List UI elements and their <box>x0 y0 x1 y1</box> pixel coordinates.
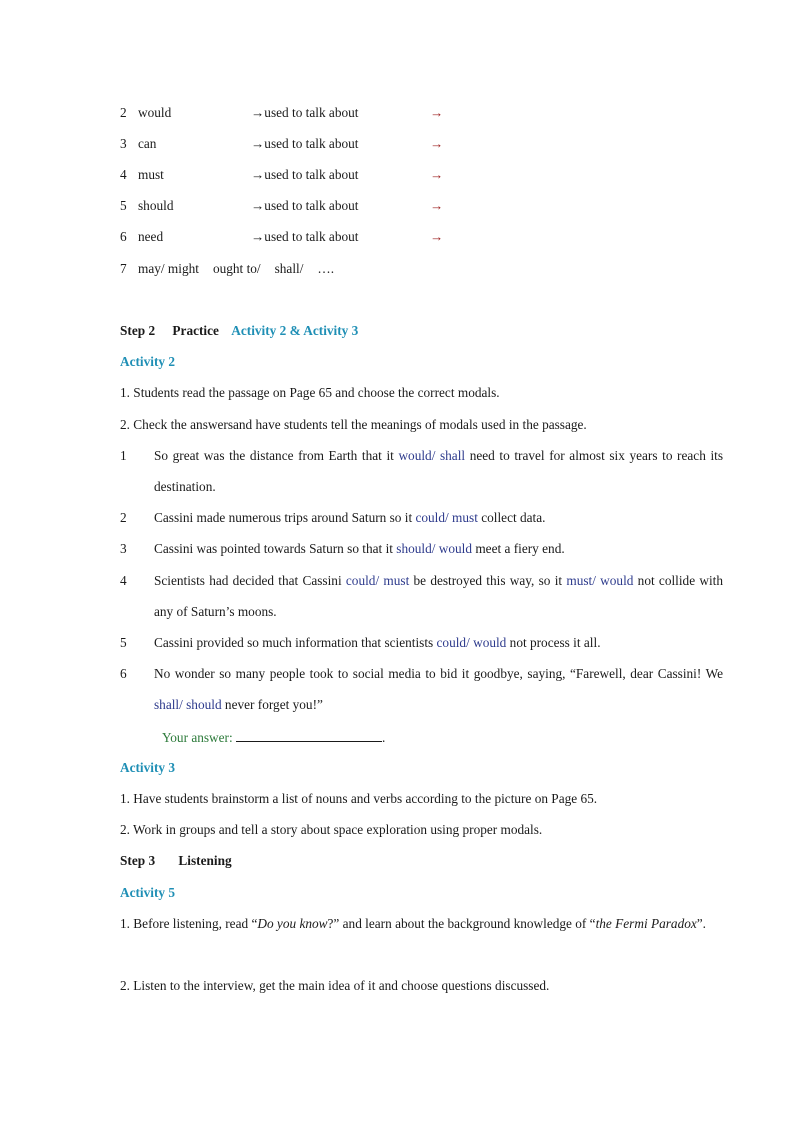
arrow-icon: → <box>430 229 444 244</box>
answer-label: Your answer: <box>162 730 236 745</box>
item-text: Scientists had decided that Cassini could/ must be destroyed this way, so it must/ would not collide with any of Saturn’s moons. <box>154 573 724 619</box>
modal-word: need <box>138 229 164 244</box>
answer-line: Your answer: . <box>162 730 386 745</box>
activity3-heading: Activity 3 <box>120 760 176 775</box>
modal-usage: →used to talk about <box>251 105 359 120</box>
arrow-icon: → <box>430 167 444 182</box>
modal-number: 4 <box>120 167 127 182</box>
exercise-item <box>120 658 723 720</box>
modal-number: 5 <box>120 198 127 213</box>
item-number: 6 <box>120 666 127 681</box>
activity5-instruction-1: 1. Before listening, read “Do you know?” and learn about the background knowledge of “the Fermi Paradox”. <box>120 916 707 931</box>
item-text: Cassini provided so much information that scientists could/ would not process it all. <box>154 635 601 650</box>
modal-number: 2 <box>120 105 127 120</box>
modal-choice: would/ shall <box>398 448 466 463</box>
modal-choice: could/ would <box>436 635 507 650</box>
modal-choice: shall/ should <box>154 697 222 712</box>
modal-word: can <box>138 136 157 151</box>
modal-number: 3 <box>120 136 127 151</box>
exercise-item <box>120 565 723 627</box>
modal-number: 7 <box>120 261 127 276</box>
exercise-item <box>120 533 723 564</box>
item-number: 5 <box>120 635 127 650</box>
modal-choice: must/ would <box>566 573 634 588</box>
item-text: No wonder so many people took to social media to bid it goodbye, saying, “Farewell, dear Cassini! We shall/ should never forget you!” <box>154 666 723 712</box>
item-text: Cassini made numerous trips around Saturn so it could/ must collect data. <box>154 510 546 525</box>
activity2-instruction-2: 2. Check the answersand have students tell the meanings of modals used in the passage. <box>120 417 587 432</box>
exercise-item <box>120 440 723 502</box>
modal-choice: could/ must <box>415 510 478 525</box>
modal-choice: could/ must <box>345 573 410 588</box>
modal-extra-words: may/ might ought to/ shall/ …. <box>138 261 335 276</box>
activity2-heading: Activity 2 <box>120 354 176 369</box>
step-title: Listening <box>178 853 232 868</box>
item-text: So great was the distance from Earth that it would/ shall need to travel for almost six years to reach its destination. <box>154 448 724 494</box>
step3-heading <box>120 853 232 869</box>
modal-word: would <box>138 105 172 120</box>
modal-word: must <box>138 167 164 182</box>
arrow-icon: → <box>430 105 444 120</box>
item-number: 3 <box>120 541 127 556</box>
modal-usage: →used to talk about <box>251 136 359 151</box>
modal-number: 6 <box>120 229 127 244</box>
modal-choice: should/ would <box>396 541 473 556</box>
modal-usage: →used to talk about <box>251 167 359 182</box>
step-label: Step 2 <box>120 323 156 338</box>
activity3-instruction-2: 2. Work in groups and tell a story about space exploration using proper modals. <box>120 822 543 837</box>
step-label: Step 3 <box>120 853 156 868</box>
modal-usage: →used to talk about <box>251 198 359 213</box>
exercise-item <box>120 502 723 533</box>
step-title: Practice <box>172 323 219 338</box>
step-activities: Activity 2 & Activity 3 <box>231 323 359 338</box>
arrow-icon: → <box>430 136 444 151</box>
step2-heading <box>120 323 358 339</box>
item-number: 2 <box>120 510 127 525</box>
item-number: 4 <box>120 573 127 588</box>
item-number: 1 <box>120 448 127 463</box>
answer-blank[interactable] <box>236 729 382 742</box>
exercise-item <box>120 627 723 658</box>
item-text: Cassini was pointed towards Saturn so that it should/ would meet a fiery end. <box>154 541 565 556</box>
activity5-instruction-2: 2. Listen to the interview, get the main idea of it and choose questions discussed. <box>120 978 550 993</box>
modal-word: should <box>138 198 174 213</box>
modal-usage: →used to talk about <box>251 229 359 244</box>
arrow-icon: → <box>430 198 444 213</box>
activity3-instruction-1: 1. Have students brainstorm a list of nouns and verbs according to the picture on Page 65. <box>120 791 598 806</box>
activity2-instruction-1: 1. Students read the passage on Page 65 and choose the correct modals. <box>120 385 500 400</box>
activity5-heading: Activity 5 <box>120 885 176 900</box>
